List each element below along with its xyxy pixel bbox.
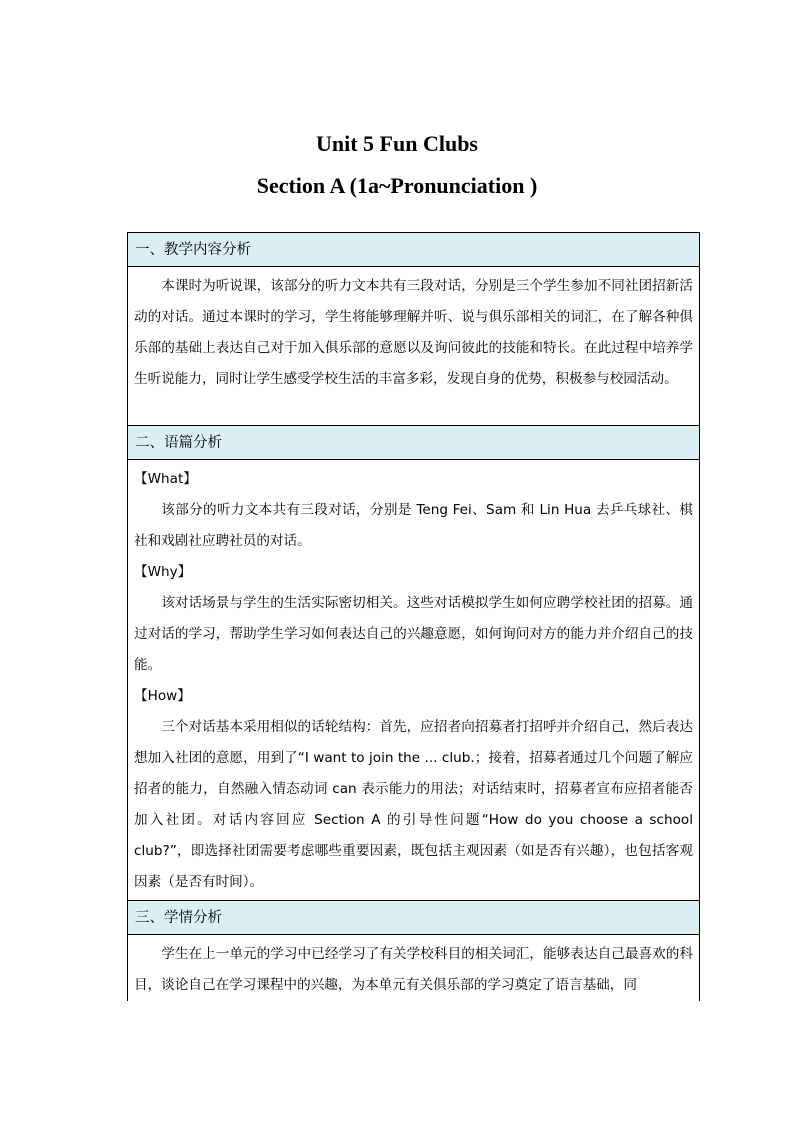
how-paragraph: 三个对话基本采用相似的话轮结构：首先，应招者向招募者打招呼并介绍自己，然后表达想加入社团的意愿，用到了“I want to join the ... club.；接着，招募者通过几个问题了解应招者的能力，自然融入情态动词 can 表示能力的用法；对话结束时，招募者宣布应招者能否加入社团。对话内容回应 Section A 的引导性问题“How do you choose a school club?”，即选择社团需要考虑哪些重要因素，既包括主观因素（如是否有兴趣），也包括客观因素（是否有时间）。	[134, 719, 693, 890]
document-subtitle: Section A (1a~Pronunciation )	[256, 173, 538, 198]
document-title: Unit 5 Fun Clubs	[315, 131, 478, 156]
section-body-learner-analysis	[128, 935, 699, 1001]
what-tag: 【What】	[134, 471, 197, 487]
why-tag: 【Why】	[134, 564, 192, 580]
lesson-analysis-table	[127, 232, 700, 1001]
section-heading-text-analysis: 二、语篇分析	[128, 426, 699, 460]
how-tag: 【How】	[134, 688, 191, 704]
section-heading-content-analysis: 一、教学内容分析	[128, 233, 699, 267]
what-paragraph: 该部分的听力文本共有三段对话，分别是 Teng Fei、Sam 和 Lin Hua 去乒乓球社、棋社和戏剧社应聘社员的对话。	[134, 502, 693, 549]
section-body-text-analysis	[128, 460, 699, 901]
learner-analysis-paragraph: 学生在上一单元的学习中已经学习了有关学校科目的相关词汇，能够表达自己最喜欢的科目，谈论自己在学习课程中的兴趣，为本单元有关俱乐部的学习奠定了语言基础，同	[134, 946, 693, 993]
content-analysis-paragraph: 本课时为听说课，该部分的听力文本共有三段对话，分别是三个学生参加不同社团招新活动的对话。通过本课时的学习，学生将能够理解并听、说与俱乐部相关的词汇，在了解各种俱乐部的基础上表达自己对于加入俱乐部的意愿以及询问彼此的技能和特长。在此过程中培养学生听说能力，同时让学生感受学校生活的丰富多彩，发现自身的优势，积极参与校园活动。	[134, 278, 693, 387]
section-heading-learner-analysis: 三、学情分析	[128, 901, 699, 935]
section-body-content-analysis	[128, 267, 699, 426]
why-paragraph: 该对话场景与学生的生活实际密切相关。这些对话模拟学生如何应聘学校社团的招募。通过对话的学习，帮助学生学习如何表达自己的兴趣意愿，如何询问对方的能力并介绍自己的技能。	[134, 595, 693, 673]
